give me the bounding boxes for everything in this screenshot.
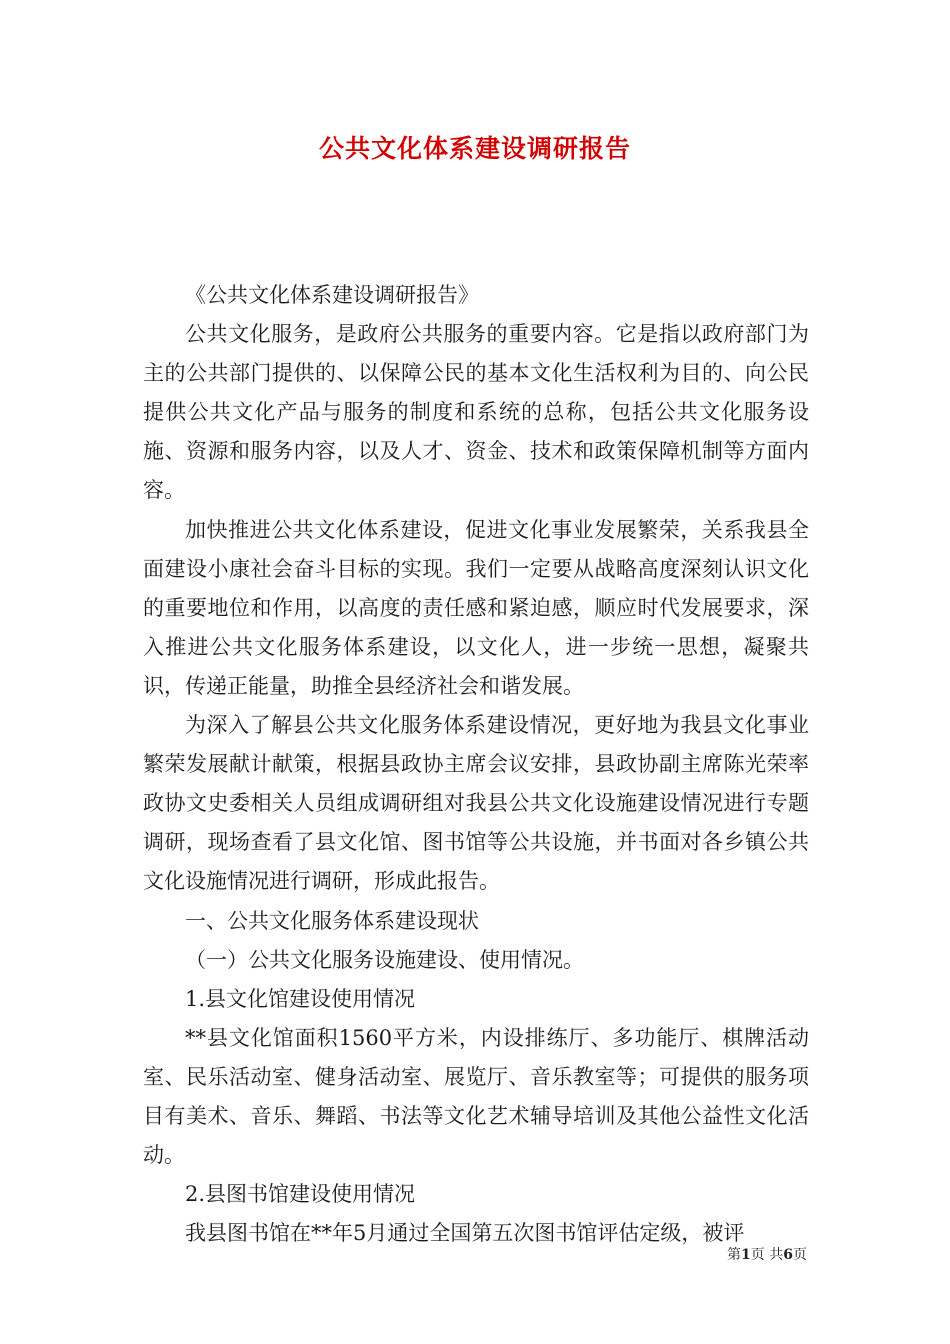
document-title: 公共文化体系建设调研报告 (318, 134, 631, 163)
page-number-footer (727, 1245, 807, 1265)
document-body (143, 276, 809, 1253)
section-heading: 一、公共文化服务体系建设现状 (185, 908, 479, 933)
total-page-number: 6 (783, 1247, 793, 1263)
current-page-number: 1 (741, 1247, 751, 1263)
subsection-heading: （一）公共文化服务设施建设、使用情况。 (185, 947, 584, 972)
paragraph: 我县图书馆在**年5月通过全国第五次图书馆评估定级，被评 (185, 1221, 745, 1246)
paragraph: **县文化馆面积1560平方米，内设排练厅、多功能厅、棋牌活动室、民乐活动室、健身活动室、展览厅、音乐教室等；可提供的服务项目有美术、音乐、舞蹈、书法等文化艺术辅导培训及其他公益性文化活动。 (143, 1025, 809, 1168)
footer-prefix: 第 (727, 1247, 742, 1263)
item-heading: 2.县图书馆建设使用情况 (185, 1182, 416, 1207)
paragraph: 公共文化服务，是政府公共服务的重要内容。它是指以政府部门为主的公共部门提供的、以保障公民的基本文化生活权利为目的、向公民提供公共文化产品与服务的制度和系统的总称，包括公共文化服务设施、资源和服务内容，以及人才、资金、技术和政策保障机制等方面内容。 (143, 322, 809, 503)
footer-middle: 页 共 (750, 1247, 784, 1263)
item-heading: 1.县文化馆建设使用情况 (185, 986, 416, 1011)
paragraph: 加快推进公共文化体系建设，促进文化事业发展繁荣，关系我县全面建设小康社会奋斗目标的实现。我们一定要从战略高度深刻认识文化的重要地位和作用，以高度的责任感和紧迫感，顺应时代发展要求，深入推进公共文化服务体系建设，以文化人，进一步统一思想，凝聚共识，传递正能量，助推全县经济社会和谐发展。 (143, 517, 809, 698)
paragraph: 为深入了解县公共文化服务体系建设情况，更好地为我县文化事业繁荣发展献计献策，根据县政协主席会议安排，县政协副主席陈光荣率政协文史委相关人员组成调研组对我县公共文化设施建设情况进行专题调研，现场查看了县文化馆、图书馆等公共设施，并书面对各乡镇公共文化设施情况进行调研，形成此报告。 (143, 713, 809, 894)
footer-suffix: 页 (793, 1247, 807, 1263)
paragraph: 《公共文化体系建设调研报告》 (185, 283, 479, 307)
